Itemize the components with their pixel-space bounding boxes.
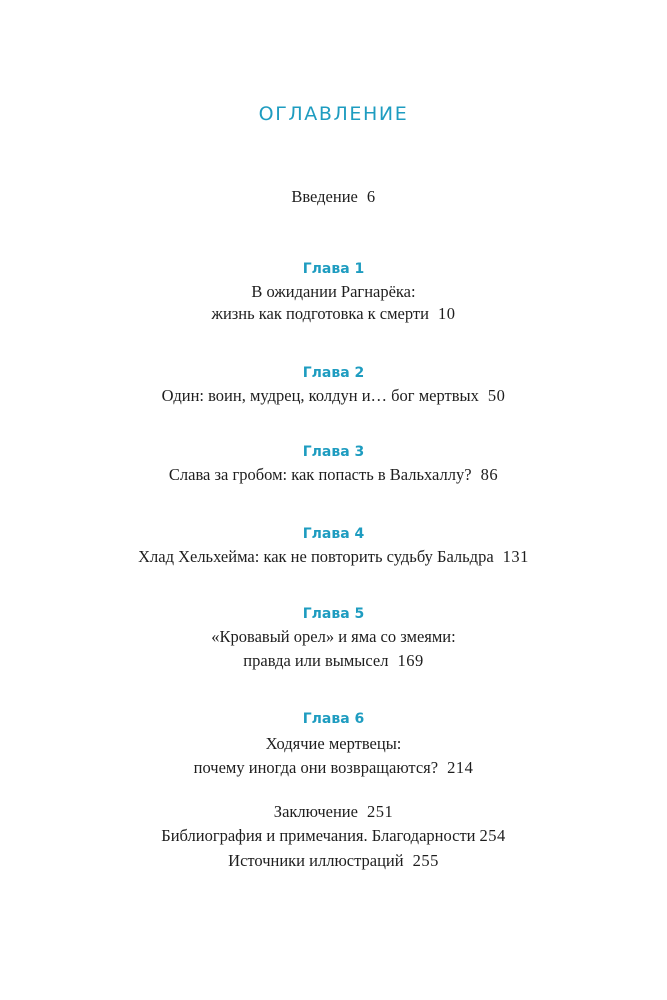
entry-title: Ходячие мертвецы: xyxy=(265,734,402,753)
entry-page-number: 10 xyxy=(437,304,456,323)
entry-title: Источники иллюстраций xyxy=(228,851,404,870)
chapter-label: Глава 6 xyxy=(302,711,365,727)
chapter-label: Глава 5 xyxy=(302,606,365,622)
entry-title: Слава за гробом: как попасть в Вальхаллу? xyxy=(168,465,472,484)
toc-entry-chapter-5-cont[interactable] xyxy=(0,650,667,672)
entry-page-number: 214 xyxy=(447,758,474,777)
entry-title: жизнь как подготовка к смерти xyxy=(211,304,429,323)
entry-title: Хлад Хельхейма: как не повторить судьбу Бальдра xyxy=(138,547,494,566)
toc-entry-chapter-5[interactable] xyxy=(0,626,667,648)
entry-page-number: 255 xyxy=(412,851,439,870)
toc-entry-conclusion[interactable] xyxy=(0,801,667,823)
entry-title: «Кровавый орел» и яма со змеями: xyxy=(211,627,456,646)
entry-page-number: 254 xyxy=(479,826,506,845)
toc-entry-illustration-sources[interactable] xyxy=(0,850,667,872)
toc-heading: ОГЛАВЛЕНИЕ xyxy=(258,103,409,125)
chapter-label: Глава 1 xyxy=(302,261,365,277)
entry-page-number: 131 xyxy=(502,547,529,566)
toc-entry-bibliography[interactable] xyxy=(0,825,667,847)
entry-page-number: 86 xyxy=(480,465,499,484)
toc-entry-chapter-1-cont[interactable] xyxy=(0,303,667,325)
entry-title: Библиография и примечания. Благодарности xyxy=(161,826,476,845)
entry-title: Один: воин, мудрец, колдун и… бог мертвых xyxy=(161,386,479,405)
chapter-label: Глава 4 xyxy=(302,526,365,542)
toc-entry-chapter-1[interactable] xyxy=(0,281,667,303)
entry-page-number: 50 xyxy=(487,386,506,405)
chapter-label: Глава 2 xyxy=(302,365,365,381)
entry-page-number: 251 xyxy=(366,802,394,821)
entry-title: В ожидании Рагнарёка: xyxy=(251,282,416,301)
toc-entry-chapter-6-cont[interactable] xyxy=(0,757,667,779)
chapter-label: Глава 3 xyxy=(302,444,365,460)
toc-entry-chapter-3[interactable] xyxy=(0,464,667,486)
entry-page-number: 6 xyxy=(366,187,376,206)
toc-entry-chapter-4[interactable] xyxy=(0,546,667,568)
entry-title: почему иногда они возвращаются? xyxy=(193,758,439,777)
toc-entry-intro[interactable] xyxy=(0,186,667,208)
entry-title: правда или вымысел xyxy=(243,651,389,670)
entry-title: Заключение xyxy=(273,802,358,821)
toc-entry-chapter-2[interactable] xyxy=(0,385,667,407)
entry-title: Введение xyxy=(291,187,358,206)
toc-entry-chapter-6[interactable] xyxy=(0,733,667,755)
entry-page-number: 169 xyxy=(397,651,424,670)
